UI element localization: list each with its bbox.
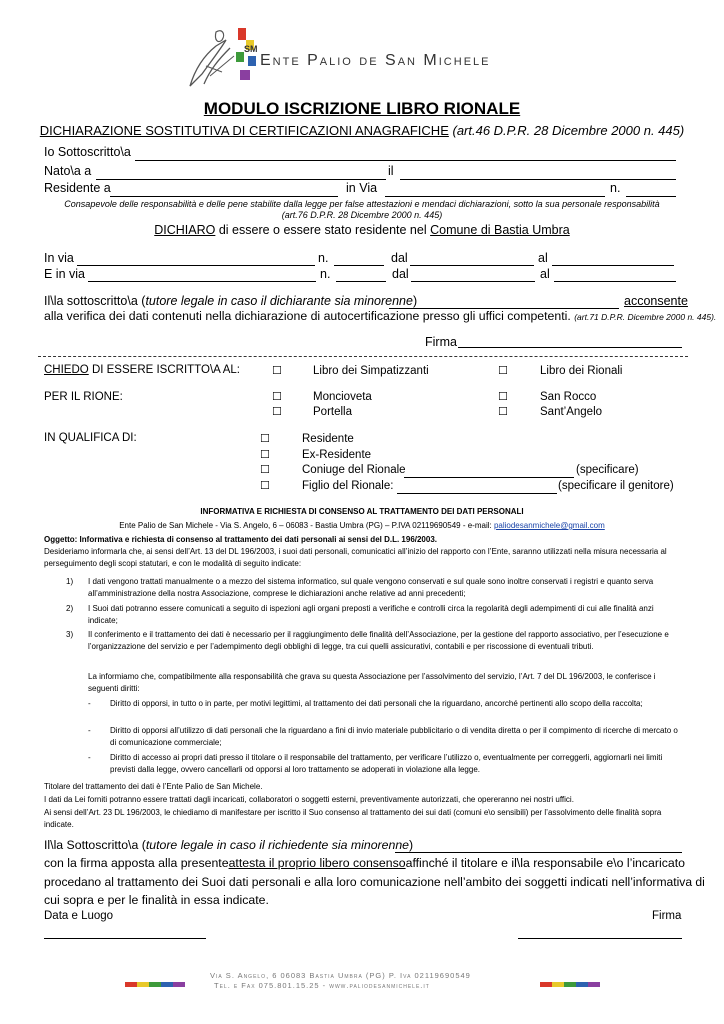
address2-al-label: al: [540, 267, 550, 281]
checkbox-simpatizzanti[interactable]: ☐: [272, 364, 282, 377]
rights-intro: La informiamo che, compatibilmente alla responsabilità che grava su questa Associazione per l’assolvimento del servizio, l’Art. 7 del DL 196/2003, le conferisce i seguenti diritti:: [88, 672, 656, 694]
point-3-text: Il conferimento e il trattamento dei dati è necessario per il raggiungimento delle finalità dell’Associazione, per la gestione del rapporto associativo, per l’esecuzione e l’organizzazione del servizio e per l’adempimento degli obblighi di legge, tra cui quelli assicurativi, contabili e per riscossione di eventuali tributi.: [88, 630, 669, 652]
chiedo-line: [44, 364, 240, 376]
footer-line2: Tel. e Fax 075.801.15.25 - www.paliodesanmichele.it: [214, 981, 430, 990]
label-san-rocco: San Rocco: [540, 391, 597, 403]
address1-dal-label: dal: [391, 251, 408, 265]
guardian-prefix: Il\la sottoscritto\a (: [44, 294, 146, 308]
consent-l2a: con la firma apposta alla presente: [44, 856, 229, 870]
address1-label: In via: [44, 251, 74, 265]
label-residente: Residente a: [44, 181, 111, 195]
birthdate-field[interactable]: [400, 179, 676, 180]
label-n: n.: [610, 181, 621, 195]
consent-suffix: ): [409, 838, 414, 852]
label-coniuge: Coniuge del Rionale: [302, 464, 406, 476]
logo-letters: SM: [244, 44, 258, 54]
checkbox-rionali[interactable]: ☐: [498, 364, 508, 377]
consent-italic: tutore legale in caso il richiedente sia minorenne: [145, 838, 409, 852]
address1-via-field[interactable]: [77, 265, 315, 266]
privacy-intro: Desideriamo informarla che, ai sensi dell’Art. 13 del DL 196/2003, i suoi dati personali, comunicatici all’inizio del rapporto con l’Ente, saranno utilizzati nella misura necessaria al perseguimento degli scopi statutari, e con le modalità di seguito indicate:: [44, 547, 667, 569]
consent-prefix: Il\la Sottoscritto\a (: [44, 838, 146, 852]
consent-line3: procedano al trattamento dei Suoi dati personali e alla loro comunicazione nell’ambito dei soggetti indicati nell’informativa di: [44, 875, 705, 889]
logo: [186, 26, 266, 90]
firma-label: Firma: [425, 335, 457, 349]
privacy-heading: INFORMATIVA E RICHIESTA DI CONSENSO AL TRATTAMENTO DEI DATI PERSONALI: [200, 507, 524, 516]
checkbox-portella[interactable]: ☐: [272, 405, 282, 418]
consent-line4: cui sopra e per le finalità in essa indicate.: [44, 893, 269, 907]
declare-line: [0, 223, 724, 237]
privacy-address: [0, 520, 724, 532]
checkbox-ex-residente[interactable]: ☐: [260, 448, 270, 461]
checkbox-figlio[interactable]: ☐: [260, 479, 270, 492]
acconsente-label: acconsente: [624, 294, 688, 308]
civic-number-field[interactable]: [626, 196, 676, 197]
declare-mid: di essere o essere stato residente nel: [218, 223, 427, 237]
address1-n-field[interactable]: [334, 265, 384, 266]
via-field[interactable]: [385, 196, 605, 197]
consent-l2b: affinché il titolare e il\la responsabile e\o l’incaricato: [405, 856, 685, 870]
privacy-dati: I dati da Lei forniti potranno essere trattati dagli incaricati, collaboratori o soggetti esterni, preventivamente autorizzati, che opereranno nei nostri uffici.: [44, 795, 574, 804]
email-link[interactable]: paliodesanmichele@gmail.com: [493, 521, 605, 530]
right-2-text: Diritto di opporsi all’utilizzo di dati personali che la riguardano a fini di invio materiale pubblicitario o di vendita diretta o per il compimento di ricerche di mercato o di comunicazione commerciale;: [110, 726, 678, 748]
checkbox-san-rocco[interactable]: ☐: [498, 390, 508, 403]
label-ex-residente: Ex-Residente: [302, 449, 372, 461]
address1-n-label: n.: [318, 251, 329, 265]
label-moncioveta: Moncioveta: [313, 391, 372, 403]
bottom-firma-label: Firma: [652, 910, 682, 922]
chiedo-label: CHIEDO: [44, 364, 89, 376]
privacy-address-text: Ente Palio de San Michele - Via S. Angelo, 6 – 06083 - Bastia Umbra (PG) – P.IVA 02119690549 - e-mail:: [119, 521, 492, 530]
footer-stripe-left: [125, 974, 185, 992]
consent-l2u: attesta il proprio libero consenso: [228, 856, 406, 870]
label-simpatizzanti: Libro dei Simpatizzanti: [313, 365, 429, 377]
subtitle-ref: (art.46 D.P.R. 28 Dicembre 2000 n. 445): [452, 123, 685, 138]
right-2-bullet: -: [88, 726, 91, 735]
privacy-art23: Ai sensi dell’Art. 23 DL 196/2003, le chiediamo di manifestare per iscritto il Suo consenso al trattamento dei sui dati (comuni e\o sensibili) per l’assolvimento delle finalità sopra indicate.: [44, 808, 662, 830]
address2-n-label: n.: [320, 267, 331, 281]
label-il: il: [388, 164, 394, 178]
checkbox-residente[interactable]: ☐: [260, 432, 270, 445]
address2-label: E in via: [44, 267, 85, 281]
guardian-line2-text: alla verifica dei dati contenuti nella dichiarazione di autocertificazione presso gli uffici competenti.: [44, 309, 571, 323]
label-nato: Nato\a a: [44, 164, 92, 178]
subtitle: [0, 123, 724, 138]
disclaimer-line2: (art.76 D.P.R. 28 Dicembre 2000 n. 445): [281, 210, 443, 220]
sottoscritto-field[interactable]: [135, 160, 676, 161]
org-name: Ente Palio de San Michele: [260, 52, 491, 69]
label-figlio: Figlio del Rionale:: [302, 480, 394, 492]
per-rione-label: PER IL RIONE:: [44, 391, 123, 403]
dashed-divider: [38, 356, 688, 357]
label-in-via: in Via: [346, 181, 378, 195]
disclaimer-line1: Consapevole delle responsabilità e delle pene stabilite dalla legge per false attestazioni e mendaci dichiarazioni, sotto la sua personale responsabilità: [64, 199, 660, 209]
checkbox-sant-angelo[interactable]: ☐: [498, 405, 508, 418]
bottom-firma-field[interactable]: [518, 938, 682, 939]
address1-dal-field[interactable]: [410, 265, 534, 266]
label-rionali: Libro dei Rionali: [540, 365, 623, 377]
right-1-bullet: -: [88, 699, 91, 708]
point-1-num: 1): [66, 577, 74, 586]
privacy-titolare: Titolare del trattamento dei dati è l’Ente Palio de San Michele.: [44, 782, 263, 791]
checkbox-moncioveta[interactable]: ☐: [272, 390, 282, 403]
figlio-specificare: (specificare il genitore): [558, 480, 674, 492]
data-luogo-field[interactable]: [44, 938, 206, 939]
chiedo-rest: DI ESSERE ISCRITTO\A AL:: [91, 364, 240, 376]
point-3-num: 3): [66, 630, 74, 639]
right-3-bullet: -: [88, 753, 91, 762]
point-1-text: I dati vengono trattati manualmente o a mezzo del sistema informatico, sul quale vengono conservati e sul quale sono inoltre conservati i registri e quanto serva all’amministrazione della nostra Associazione, comprese le dichiarazioni anche relative ad anni precedenti;: [88, 577, 654, 599]
label-sottoscritto: Io Sottoscritto\a: [44, 145, 131, 159]
point-2-text: I Suoi dati potranno essere comunicati a seguito di ispezioni agli organi preposti a verifiche e controlli circa la regolarità degli adempimenti di cui alle finalità anzi indicate;: [88, 604, 654, 626]
footer-stripe-right: [540, 974, 600, 992]
privacy-oggetto: Oggetto: Informativa e richiesta di consenso al trattamento dei dati personali ai sensi del D.L. 196/2003.: [44, 535, 438, 544]
consent-line2: [44, 856, 685, 870]
right-3-text: Diritto di accesso ai propri dati presso il titolare o il responsabile del trattamento, per verificare l’utilizzo o, eventualmente per correggerli, aggiornarli nei limiti previsti dalla legge, ovvero cancellarli od opporsi al loro trattamento se adoperati in violazione alla legge.: [110, 753, 663, 775]
address2-via-field[interactable]: [88, 281, 316, 282]
footer-line1: Via S. Angelo, 6 06083 Bastia Umbra (PG) P. Iva 02119690549: [210, 971, 471, 980]
guardian-suffix: ): [412, 294, 418, 308]
data-luogo-label: Data e Luogo: [44, 910, 114, 922]
guardian-line2: [44, 309, 716, 323]
label-sant-angelo: Sant’Angelo: [540, 406, 603, 418]
firma-field[interactable]: [458, 347, 682, 348]
page-title: MODULO ISCRIZIONE LIBRO RIONALE: [203, 99, 521, 118]
consent-line1: [44, 838, 413, 852]
coniuge-specify-field[interactable]: [404, 477, 574, 478]
guardian-line2-ref: (art.71 D.P.R. Dicembre 2000 n. 445).: [574, 312, 717, 322]
coniuge-specificare: (specificare): [576, 464, 639, 476]
checkbox-coniuge[interactable]: ☐: [260, 463, 270, 476]
label-residente: Residente: [302, 433, 354, 445]
qualifica-label: IN QUALIFICA DI:: [44, 432, 137, 444]
address1-al-label: al: [538, 251, 548, 265]
address2-dal-label: dal: [392, 267, 409, 281]
right-1-text: Diritto di opporsi, in tutto o in parte, per motivi legittimi, al trattamento dei dati personali che la riguardano, ancorché pertinenti allo scopo della raccolta;: [110, 699, 643, 708]
subtitle-main: DICHIARAZIONE SOSTITUTIVA DI CERTIFICAZIONI ANAGRAFICHE: [39, 123, 449, 138]
address2-dal-field[interactable]: [411, 281, 535, 282]
address2-n-field[interactable]: [336, 281, 386, 282]
address1-al-field[interactable]: [552, 265, 674, 266]
address2-al-field[interactable]: [554, 281, 676, 282]
guardian-italic: tutore legale in caso il dichiarante sia minorenne: [145, 294, 413, 308]
nato-field[interactable]: [96, 179, 386, 180]
consent-name-field[interactable]: [395, 852, 682, 853]
guardian-line1: [44, 294, 417, 308]
figlio-specify-field[interactable]: [397, 493, 557, 494]
comune-label: Comune di Bastia Umbra: [430, 223, 570, 237]
point-2-num: 2): [66, 604, 74, 613]
dichiaro-label: DICHIARO: [154, 223, 216, 237]
residente-field[interactable]: [110, 196, 338, 197]
label-portella: Portella: [313, 406, 352, 418]
